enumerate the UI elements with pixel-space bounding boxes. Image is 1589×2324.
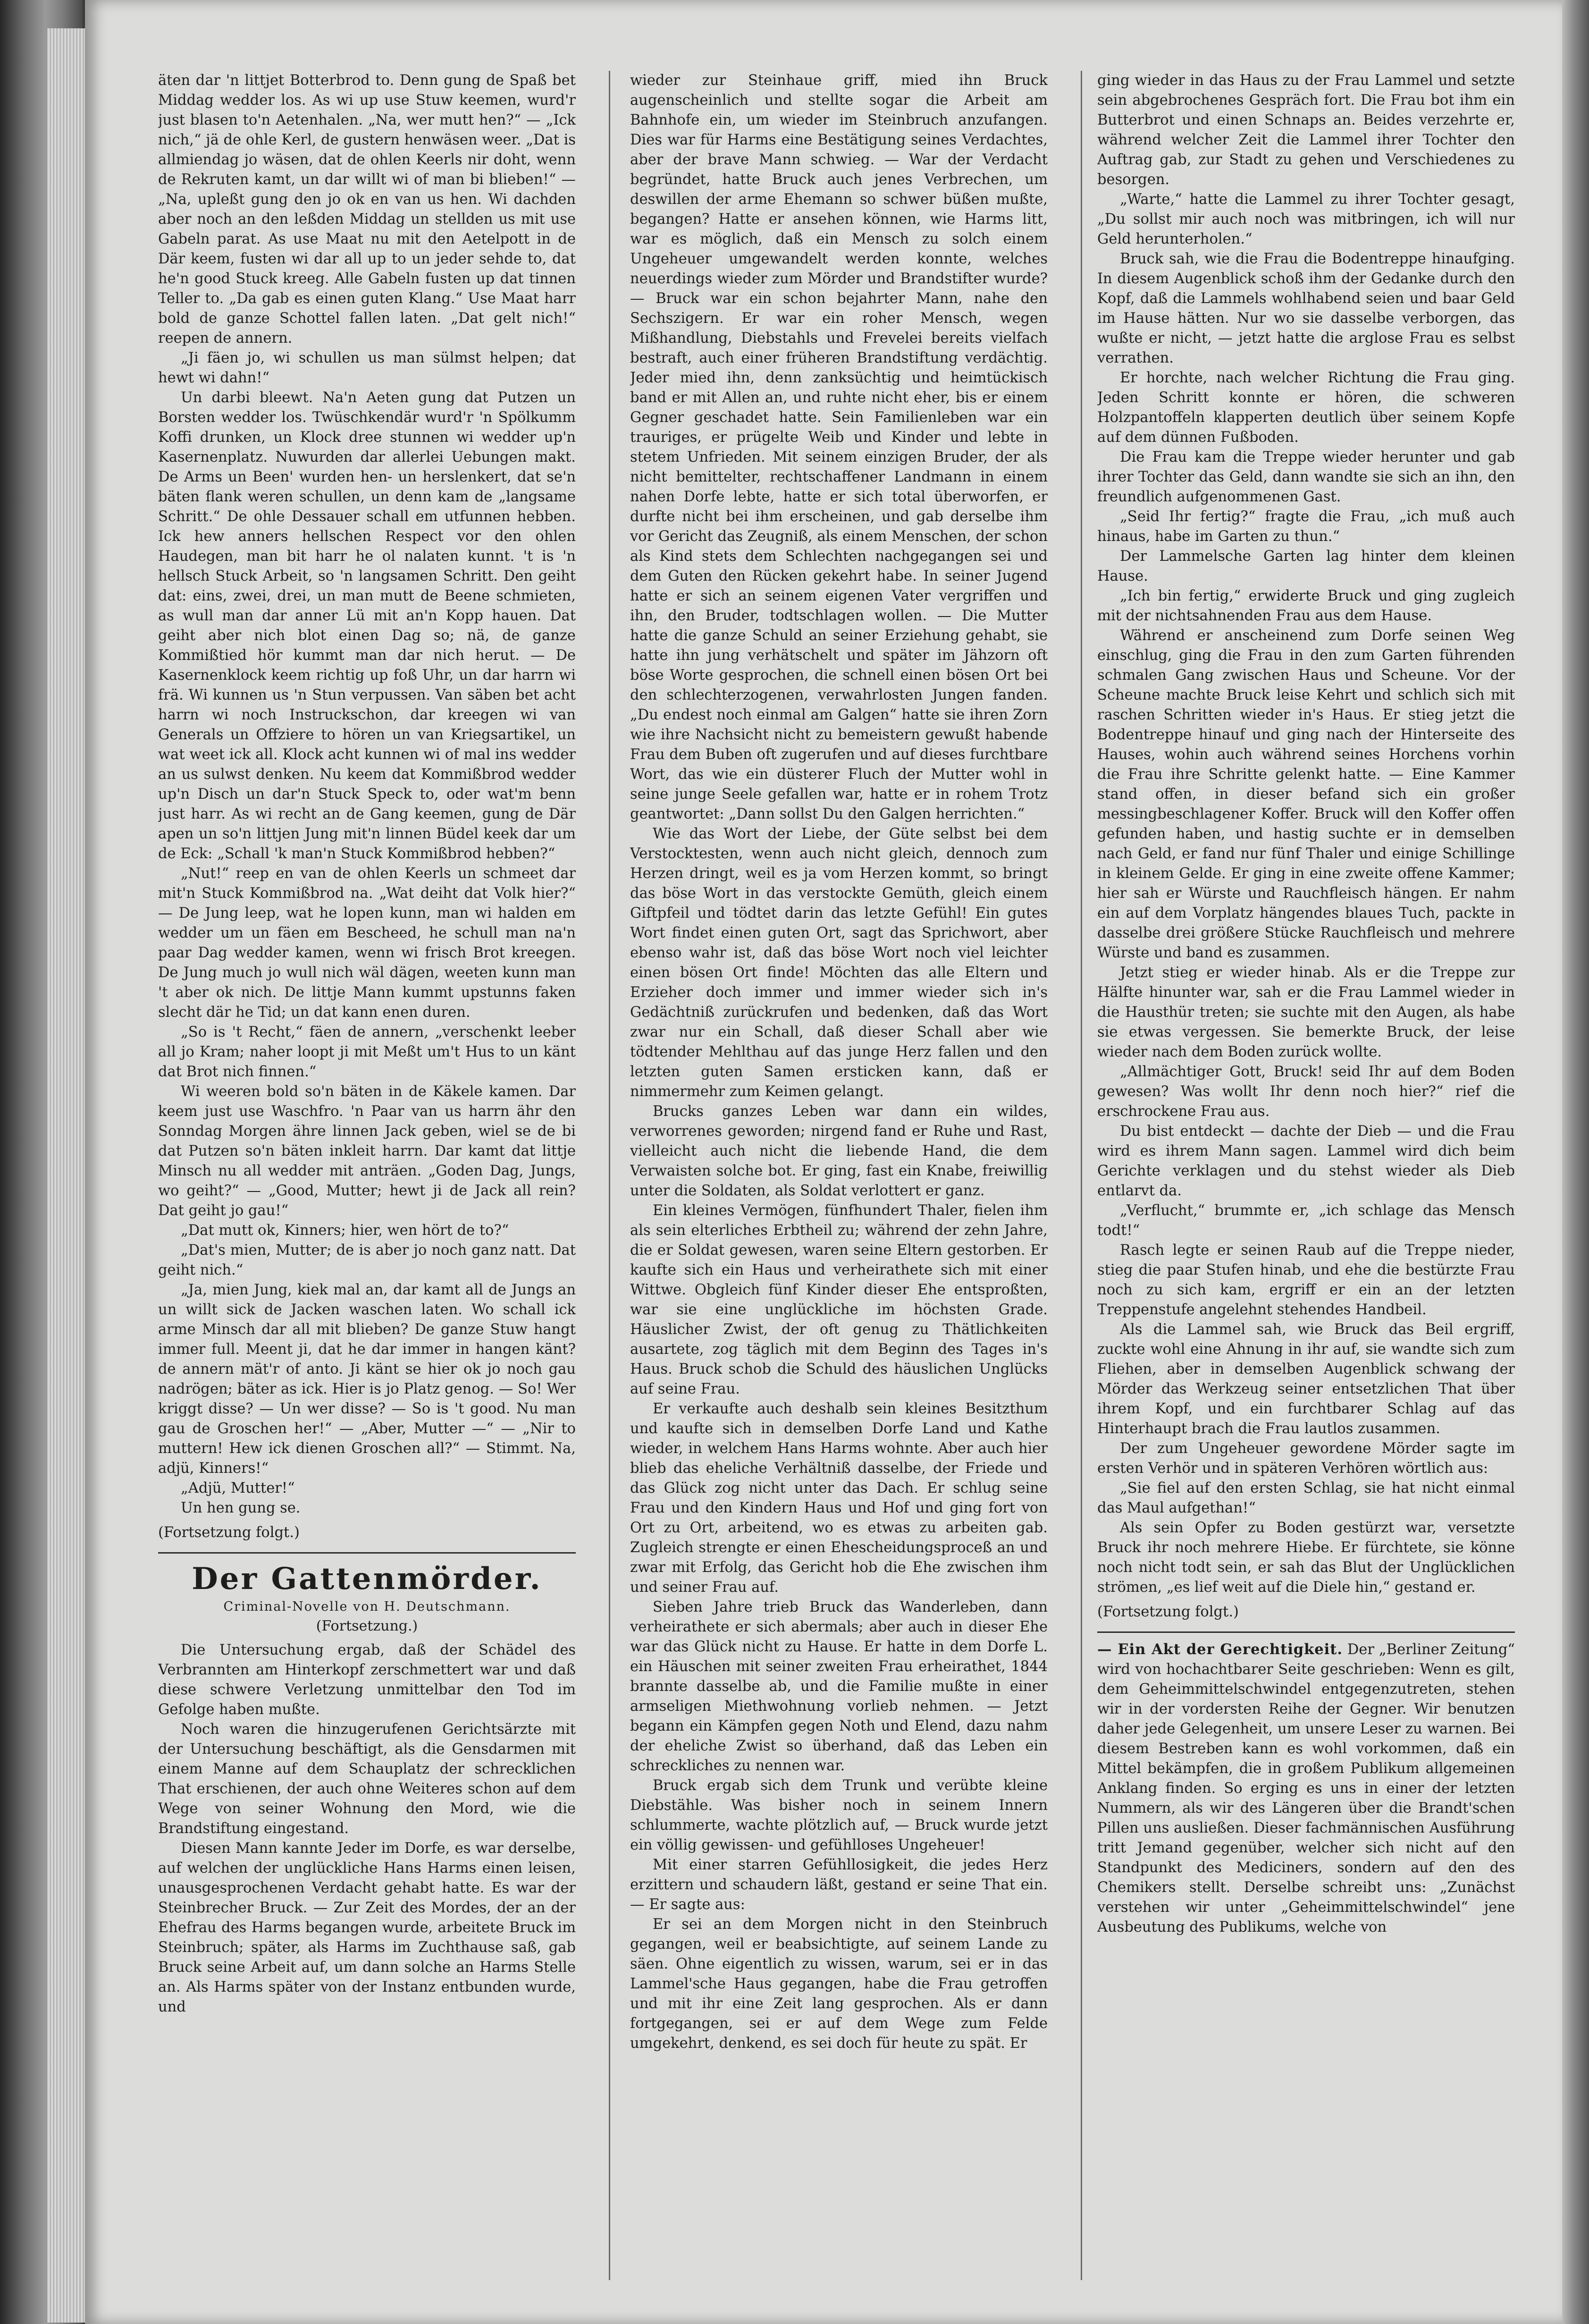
story-paragraph: Sieben Jahre trieb Bruck das Wanderleben, dann verheirathete er sich abermals; aber auch in dieser Ehe war das Glück nicht zu Hause. Er hatte in dem Dorfe L. ein Häuschen mit seiner zweiten Frau erheirathet, 1844 brannte dasselbe ab, und die Familie mußte in einer armseligen Miethwohnung vorlieb nehmen. — Jetzt begann ein Kämpfen gegen Noth und Elend, dazu nahm der eheliche Zwist so überhand, daß das Leben ein schreckliches zu nennen war. — [630, 1599, 1048, 1774]
column-3 — [1097, 71, 1515, 2290]
story-paragraph: Die Frau kam die Treppe wieder herunter und gab ihrer Tochter das Geld, dann wandte sie sich an ihn, den freundlich aufgenommenen Gast. — [1097, 449, 1515, 505]
notice-kicker: — Ein Akt der Gerechtigkeit. — [1097, 1641, 1343, 1658]
section-rule — [1097, 1631, 1515, 1633]
story-paragraph: „Seid Ihr fertig?“ fragte die Frau, „ich muß auch hinaus, habe im Garten zu thun.“ — [1097, 508, 1515, 545]
story-paragraph: ging wieder in das Haus zu der Frau Lammel und setzte sein abgebrochenes Gespräch fort. Die Frau bot ihm ein Butterbrot und einen Schnaps an. Beides verzehrte er, während welcher Zeit die Lammel ihrer Tochter den Auftrag gab, zur Stadt zu gehen und Verschiedenes zu besorgen. — [1097, 72, 1515, 188]
story-paragraph: Während er anscheinend zum Dorfe seinen Weg einschlug, ging die Frau in den zum Garten führenden schmalen Gang zwischen Haus und Scheune. Vor der Scheune machte Bruck leise Kehrt und schlich sich mit raschen Schritten wieder in's Haus. Er stieg jetzt die Bodentreppe hinauf und ging nach der Hinterseite des Hauses, wohin auch während seines Horchens vorhin die Frau ihre Schritte gelenkt hatte. — Eine Kammer stand offen, in dieser befand sich ein großer messingbeschlagener Koffer. Bruck will den Koffer offen gefunden haben, und hastig suchte er in demselben nach Geld, er fand nur fünf Thaler und einige Schillinge in kleinem Gelde. Er ging in eine zweite offene Kammer; hier sah er Würste und Rauchfleisch hängen. Er nahm ein auf dem Vorplatz hängendes blaues Tuch, packte in dasselbe drei größere Stücke Rauchfleisch und mehrere Würste und band es zusammen. — [1097, 627, 1515, 961]
continuation-note: (Fortsetzung folgt.) — [1097, 1604, 1239, 1620]
story-paragraph: Ein kleines Vermögen, fünfhundert Thaler, fielen ihm als sein elterliches Erbtheil zu; während der zehn Jahre, die er Soldat gewesen, waren seine Eltern gestorben. Er kaufte sich ein Haus und verheirathete sich mit einer Wittwe. Obgleich fünf Kinder dieser Ehe entsproßten, war sie eine unglückliche im höchsten Grade. Häuslicher Zwist, der oft genug zu Thätlichkeiten ausartete, zog täglich mit dem Beginn des Tages in's Haus. Bruck schob die Schuld des häuslichen Unglücks auf seine Frau. — [630, 1202, 1048, 1397]
column-rule-2 — [1081, 71, 1082, 2280]
story-paragraph: Der Lammelsche Garten lag hinter dem kleinen Hause. — [1097, 548, 1515, 584]
story-paragraph: Bruck sah, wie die Frau die Bodentreppe hinaufging. In diesem Augenblick schoß ihm der Gedanke durch den Kopf, daß die Lammels wohlhabend seien und baar Geld im Hause hätten. Nur wo sie dasselbe verborgen, das wußte er nicht, — jetzt hatte die arglose Frau es selbst verrathen. — [1097, 251, 1515, 366]
story-paragraph: „Sie fiel auf den ersten Schlag, sie hat nicht einmal das Maul aufgethan!“ — [1097, 1480, 1515, 1516]
column-rule-1 — [609, 71, 610, 2280]
notice-text: Der „Berliner Zeitung“ wird von hochachtbarer Seite geschrieben: Wenn es gilt, dem Geheimmittelschwindel entgegenzutreten, stehen wir in der vordersten Reihe der Gegner. Wir benutzen daher jede Gelegenheit, um unsere Leser zu warnen. Bei diesem Bestreben kann es wohl vorkommen, daß ein Mittel bekämpfen, die in großem Publikum allgemeinen Anklang finden. So erging es uns in einer der letzten Nummern, als wir des Längeren über die Brandt'schen Pillen uns ausließen. Dieser fachmännischen Ausführung tritt Jemand gegenüber, welcher sich nicht auf den Standpunkt des Mediciners, sondern auf den des Chemikers stellt. Derselbe schreibt uns: „Zunächst verstehen wir unter „Geheimmittelschwindel“ jene Ausbeutung des Publikums, welche von — [1097, 1641, 1515, 1935]
story-paragraph: Er sei an dem Morgen nicht in den Steinbruch gegangen, weil er beabsichtigte, auf seinem Lande zu säen. Ohne eigentlich zu wissen, warum, sei er in das Lammel'sche Haus gegangen, habe die Frau getroffen und mit ihr eine Zeit lang gesprochen. Als er dann fortgegangen, sei er auf dem Wege zum Felde umgekehrt, denkend, es sei doch für heute zu spät. Er — [630, 1916, 1048, 2052]
section-rule — [158, 1552, 576, 1554]
story-paragraph: Mit einer starren Gefühllosigkeit, die jedes Herz erzittern und schaudern läßt, gestand er seine That ein. — Er sagte aus: — [630, 1857, 1048, 1913]
story-paragraph: Rasch legte er seinen Raub auf die Treppe nieder, stieg die paar Stufen hinab, und ehe die bestürzte Frau noch zu sich kam, ergriff er ein an der letzten Treppenstufe angelehnt stehendes Handbeil. — [1097, 1242, 1515, 1318]
story-paragraph: Jetzt stieg er wieder hinab. Als er die Treppe zur Hälfte hinunter war, sah er die Frau Lammel wieder in die Hausthür treten; sie suchte mit den Augen, als habe sie etwas vergessen. Sie bemerkte Bruck, der leise wieder nach dem Boden zurück wollte. — [1097, 964, 1515, 1060]
story-paragraph: „Allmächtiger Gott, Bruck! seid Ihr auf dem Boden gewesen? Was wollt Ihr denn noch hier?“ rief die erschrockene Frau aus. — [1097, 1064, 1515, 1120]
col1-paragraph: „Dat mutt ok, Kinners; hier, wen hört de to?“ — [181, 1222, 509, 1239]
story-paragraph: Als die Lammel sah, wie Bruck das Beil ergriff, zuckte wohl eine Ahnung in ihr auf, sie wandte sich zum Fliehen, aber in demselben Augenblick schwang der Mörder das Werkzeug seiner entsetzlichen That über ihrem Kopf, und ein furchtbarer Schlag auf das Hinterhaupt brach die Frau lautlos zusammen. — [1097, 1321, 1515, 1437]
col1-paragraph: äten dar 'n littjet Botterbrod to. Denn gung de Spaß bet Middag wedder los. As wi up use Stuw keemen, wurd'r just blasen to'n Aetenhalen. „Na, wer mutt hen?“ — „Ick nich,“ jä de ohle Kerl, de gustern henwäsen weer. „Dat is allmiendag jo wäsen, dat de ohlen Keerls nir doht, wenn de Rekruten kamt, un dar willt wi of man bi blieben!“ — „Na, upleßt gung den jo ok en van us hen. Wi dachden aber noch an den leßden Middag un stellden us mit use Gabeln parat. As use Maat nu mit den Aetelpott in de Där keem, fusten wi dar all up to un jeder sehde to, dat he'n good Stuck kreeg. Alle Gabeln fusten up dat tinnen Teller to. „Da gab es einen guten Klang.“ Use Maat harr bold de ganze Schottel fallen laten. „Dat gelt nich!“ reepen de annern. — [158, 72, 576, 346]
story-title: Der Gattenmörder. — [192, 1561, 542, 1597]
story-subtitle: Criminal-Novelle von H. Deutschmann. — [223, 1599, 511, 1614]
column-2 — [630, 71, 1048, 2290]
story-paragraph: „Ich bin fertig,“ erwiderte Bruck und ging zugleich mit der nichtsahnenden Frau aus dem Hause. — [1097, 588, 1515, 624]
page-right-edge — [1562, 0, 1589, 2324]
story-paragraph: Er verkaufte auch deshalb sein kleines Besitzthum und kaufte sich in demselben Dorfe Land und Kathe wieder, in welchem Hans Harms wohnte. Aber auch hier blieb das eheliche Verhältniß dasselbe, der Friede und das Glück zog nicht unter das Dach. Er schlug seine Frau und den Kindern Haus und Hof und ging fort von Ort zu Ort, arbeitend, wo es etwas zu arbeiten gab. Zugleich strengte er einen Ehescheidungsproceß an und zwar mit Erfolg, das Gericht hob die Ehe zwischen ihm und seiner Frau auf. — [630, 1401, 1048, 1596]
story-paragraph: „Verflucht,“ brummte er, „ich schlage das Mensch todt!“ — [1097, 1202, 1515, 1239]
col1-paragraph: „Dat's mien, Mutter; de is aber jo noch ganz natt. Dat geiht nich.“ — [158, 1242, 576, 1278]
story-paragraph: Der zum Ungeheuer gewordene Mörder sagte im ersten Verhör und in späteren Verhören wörtlich aus: — [1097, 1440, 1515, 1477]
story-paragraph: Noch waren die hinzugerufenen Gerichtsärzte mit der Untersuchung beschäftigt, als die Gensdarmen mit einem Manne auf dem Schauplatz der schrecklichen That erschienen, der auch ohne Weiteres schon auf dem Wege von seiner Wohnung den Mord, wie die Brandstiftung eingestand. — [158, 1721, 576, 1837]
story-paragraph: Die Untersuchung ergab, daß der Schädel des Verbrannten am Hinterkopf zerschmettert war und daß diese schwere Verletzung unmittelbar den Tod im Gefolge haben mußte. — [158, 1642, 576, 1718]
column-1 — [158, 71, 576, 2290]
col1-paragraph: Un hen gung se. — [181, 1500, 301, 1516]
story-paragraph: Brucks ganzes Leben war dann ein wildes, verworrenes geworden; nirgend fand er Ruhe und Rast, vielleicht auch nicht die liebende Hand, die dem Verwaisten solche bot. Er ging, fast ein Knabe, freiwillig unter die Soldaten, als Soldat verlottert er ganz. — [630, 1103, 1048, 1199]
story-paragraph: „Warte,“ hatte die Lammel zu ihrer Tochter gesagt, „Du sollst mir auch noch was mitbringen, ich will nur Geld herunterholen.“ — [1097, 191, 1515, 247]
col1-paragraph: Wi weeren bold so'n bäten in de Käkele kamen. Dar keem just use Waschfro. 'n Paar van us harrn ähr den Sonndag Morgen ähre linnen Jack geben, wiel se de bi dat Putzen so'n bäten inkleit harrn. Dar kamt dat littje Minsch nu all wedder mit anträen. „Goden Dag, Jungs, wo geiht?“ — „Good, Mutter; hewt ji de Jack all rein? Dat geiht jo gau!“ — [158, 1083, 576, 1219]
story-paragraph: Du bist entdeckt — dachte der Dieb — und die Frau wird es ihrem Mann sagen. Lammel wird dich beim Gerichte verklagen und du stehst wieder als Dieb entlarvt da. — [1097, 1123, 1515, 1199]
story-paragraph: Wie das Wort der Liebe, der Güte selbst bei dem Verstocktesten, wenn auch nicht gleich, dennoch zum Herzen dringt, weil es ja vom Herzen kommt, so bringt das böse Wort in das verstockte Gemüth, gleich einem Giftpfeil und tödtet darin das letzte Gefühl! Ein gutes Wort findet einen guten Ort, sagt das Sprichwort, aber ebenso wahr ist, daß das böse Wort noch viel leichter einen bösen Ort finde! Möchten das alle Eltern und Erzieher doch immer und immer wieder sich in's Gedächtniß zurückrufen und bedenken, daß das Wort zwar nur ein Schall, daß dieser Schall aber wie tödtender Mehlthau auf das junge Herz fallen und den letzten guten Samen ersticken kann, daß er nimmermehr zum Keimen gelangt. — [630, 826, 1048, 1100]
col1-paragraph: „Nut!“ reep en van de ohlen Keerls un schmeet dar mit'n Stuck Kommißbrod na. „Wat deiht dat Volk hier?“ — De Jung leep, wat he lopen kunn, man wi halden em wedder um un fäen em Bescheed, he schull man na'n paar Dag wedder kamen, wenn wi frisch Brot kreegen. De Jung much jo wull nich wäl dägen, weeten kunn man 't aber ok nich. De littje Mann kummt upstunns faken slecht där he Tid; un dat kann enen duren. — [158, 865, 576, 1021]
story-paragraph: wieder zur Steinhaue griff, mied ihn Bruck augenscheinlich und stellte sogar die Arbeit am Bahnhofe ein, um wieder im Steinbruch anzufangen. Dies war für Harms eine Bestätigung seines Verdachtes, aber der brave Mann schwieg. — War der Verdacht begründet, hatte Bruck auch jenes Verbrechen, um deswillen der arme Ehemann so schwer büßen mußte, begangen? Hatte er ansehen können, wie Harms litt, war es möglich, daß ein Mensch zu solch einem Ungeheuer umgewandelt werden konnte, welches neuerdings wieder zum Mörder und Brandstifter wurde? — Bruck war ein schon bejahrter Mann, nahe den Sechszigern. Er war ein roher Mensch, wegen Mißhandlung, Diebstahls und Frevelei bereits vielfach bestraft, auch einer früheren Brandstiftung verdächtig. Jeder mied ihn, denn zanksüchtig und heimtückisch band er mit Allen an, und ruhte nicht eher, bis er einem Gegner geschadet hatte. Sein Familienleben war ein trauriges, er prügelte Weib und Kinder und lebte in stetem Unfrieden. Mit seinem einzigen Bruder, der als nicht bemittelter, rechtschaffener Landmann in einem nahen Dorfe lebte, hatte er sich total überworfen, er durfte nicht bei ihm erscheinen, und gab derselbe ihm vor Gericht das Zeugniß, als einem Menschen, der schon als Kind stets dem Schlechten nachgegangen sei und dem Guten den Rücken gekehrt habe. In seiner Jugend hatte er sich an seinem eigenen Vater vergriffen und ihn, den Bruder, todtschlagen wollen. — Die Mutter hatte die ganze Schuld an seiner Erziehung gehabt, sie hatte ihn jung verhätschelt und später im Jähzorn oft böse Worte gesprochen, die schnell einen bösen Ort bei den schlechterzogenen, verwahrlosten Jungen fanden. „Du endest noch einmal am Galgen“ hatte sie ihren Zorn wie ihre Nachsicht nicht zu bemeistern gewußt habende Frau dem Buben oft zugerufen und auf dieses furchtbare Wort, das wie ein düsterer Fluch der Mutter wohl in seine junge Seele gefallen war, hatte er in rohem Trotz geantwortet: „Dann sollst Du den Galgen herrichten.“ — [630, 72, 1048, 822]
story-continuation: (Fortsetzung.) — [316, 1618, 418, 1634]
col1-paragraph: „So is 't Recht,“ fäen de annern, „verschenkt leeber all jo Kram; naher loopt ji mit Meßt um't Hus to un känt dat Brot nich finnen.“ — [158, 1024, 576, 1080]
story-paragraph: Bruck ergab sich dem Trunk und verübte kleine Diebstähle. Was bisher noch in seinem Innern schlummerte, wachte plötzlich auf, — Bruck wurde jetzt ein völlig gewissen- und gefühlloses Ungeheuer! — [630, 1777, 1048, 1853]
continuation-note: (Fortsetzung folgt.) — [158, 1524, 300, 1541]
col1-paragraph: „Adjü, Mutter!“ — [181, 1480, 295, 1496]
story-paragraph: Als sein Opfer zu Boden gestürzt war, versetzte Bruck ihr noch mehrere Hiebe. Er fürchtete, sie könne noch nicht todt sein, er sah das Blut der Unglücklichen strömen, „es lief weit auf die Diele hin,“ gestand er. — [1097, 1520, 1515, 1596]
col1-paragraph: „Ja, mien Jung, kiek mal an, dar kamt all de Jungs an un willt sick de Jacken waschen laten. Wo schall ick arme Minsch dar all mit blieben? De ganze Stuw hangt immer full. Meent ji, dat he dar immer in hangen känt? de annern mät'r of anto. Ji känt se hier ok jo noch gau nadrögen; bäter as ick. Hier is jo Platz genog. — So! Wer kriggt disse? — Un wer disse? — So is 't good. Nu man gau de Groschen her!“ — „Aber, Mutter —“ — „Nir to muttern! Hew ick dienen Groschen all?“ — Stimmt. Na, adjü, Kinners!“ — [158, 1282, 576, 1477]
notice-paragraph — [1097, 1639, 1515, 1937]
story-paragraph: Diesen Mann kannte Jeder im Dorfe, es war derselbe, auf welchen der unglückliche Hans Harms einen leisen, unausgesprochenen Verdacht gehabt hatte. Es war der Steinbrecher Bruck. — Zur Zeit des Mordes, der an der Ehefrau des Harms begangen wurde, arbeitete Bruck im Steinbruch; später, als Harms im Zuchthause saß, gab Bruck seine Arbeit auf, um dann solche an Harms Stelle an. Als Harms später von der Instanz entbunden wurde, und — [158, 1840, 576, 2015]
col1-paragraph: Un darbi bleewt. Na'n Aeten gung dat Putzen un Borsten wedder los. Twüschkendär wurd'r 'n Spölkumm Koffi drunken, un Klock dree stunnen wi wedder up'n Kasernenplatz. Nuwurden dar allerlei Uebungen makt. De Arms un Been' wurden hen- un herslenkert, dat se'n bäten flank weren schullen, un denn kam de „langsame Schritt.“ De ohle Dessauer schall em utfunnen hebben. Ick hew anners hellschen Respect vor den ohlen Haudegen, man bit harr he ol nalaten kunnt. 't is 'n hellsch Stuck Arbeit, so 'n langsamen Schritt. Den geiht dat: eins, zwei, drei, un man mutt de Beene schmieten, as wull man dar anner Lü mit an'n Kopp hauen. Dat geiht aber nich blot einen Dag so; nä, de ganze Kommißtied hör kummt man dar nich herut. — De Kasernenklock keem richtig up foß Uhr, un dar harrn wi frä. Wi kunnen us 'n Stun verpussen. Van säben bet acht harrn wi noch Instruckschon, dar kreegen wi van Generals un Offziere to hören un van Kriegsartikel, un wat weet ick all. Klock acht kunnen wi of mal ins wedder an us sulwst denken. Nu keem dat Kommißbrod wedder up'n Disch un dar'n Stuck Speck to, oder wat'm benn just harr. As wi recht an de Gang keemen, gung de Där apen un so'n littjen Jung mit'n linnen Büdel keek dar um de Eck: „Schall 'k man'n Stuck Kommißbrod hebben?“ — [158, 389, 576, 862]
col1-paragraph: „Ji fäen jo, wi schullen us man sülmst helpen; dat hewt wi dahn!“ — [158, 350, 576, 386]
story-paragraph: Er horchte, nach welcher Richtung die Frau ging. Jeden Schritt konnte er hören, die schweren Holzpantoffeln klapperten deutlich über seinem Kopfe auf dem dünnen Fußboden. — [1097, 370, 1515, 446]
